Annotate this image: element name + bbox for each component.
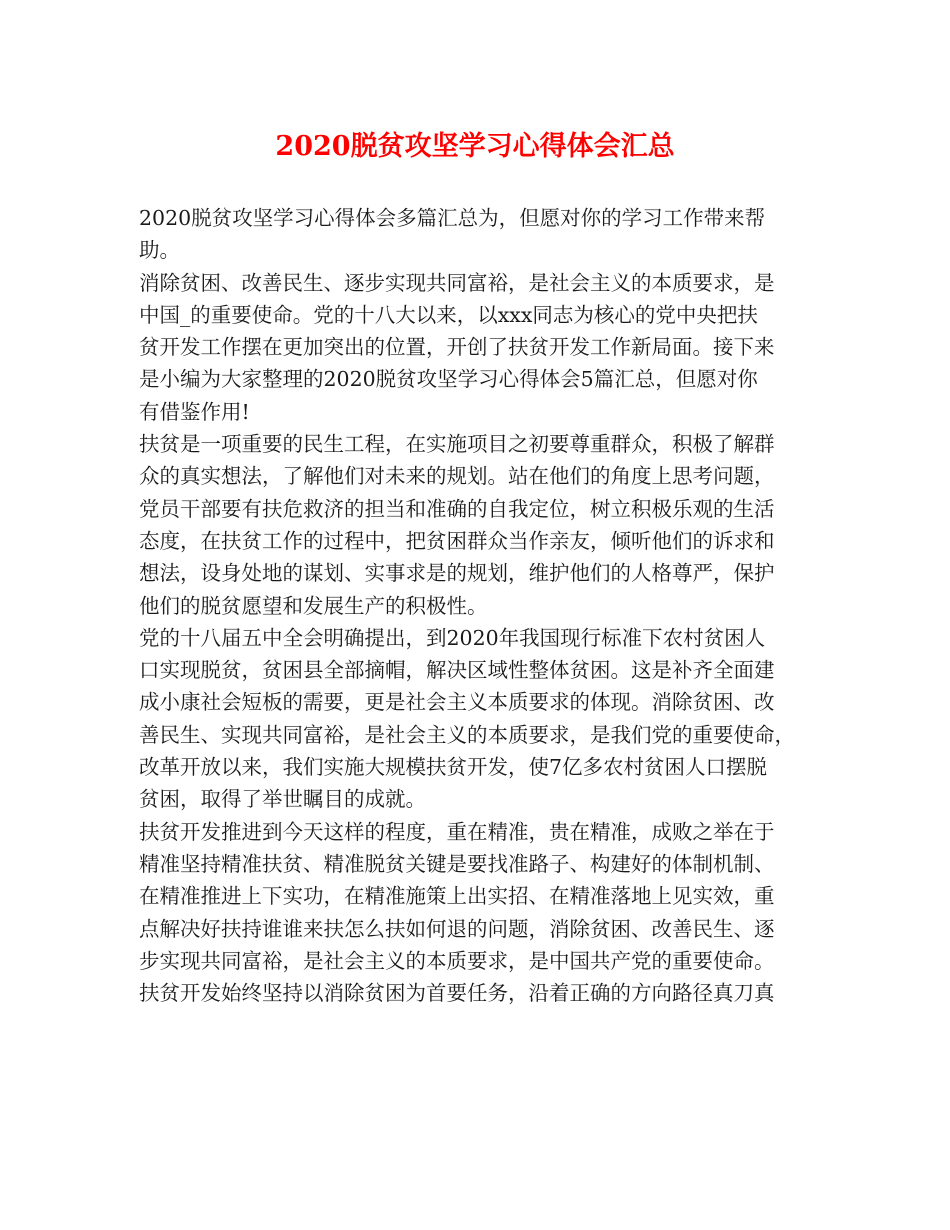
text-line: 想法，设身处地的谋划、实事求是的规划，维护他们的人格尊严，保护 bbox=[139, 561, 775, 586]
text-line: 扶贫开发始终坚持以消除贫困为首要任务，沿着正确的方向路径真刀真 bbox=[139, 981, 775, 1006]
text-line: 扶贫是一项重要的民生工程，在实施项目之初要尊重群众，积极了解群 bbox=[139, 432, 775, 457]
text-line: 步实现共同富裕，是社会主义的本质要求，是中国共产党的重要使命。 bbox=[139, 948, 775, 973]
text-line: 口实现脱贫，贫困县全部摘帽，解决区域性整体贫困。这是补齐全面建 bbox=[139, 658, 775, 683]
text-line: 在精准推进上下实功，在精准施策上出实招、在精准落地上见实效，重 bbox=[139, 884, 775, 909]
text-line: 点解决好扶持谁谁来扶怎么扶如何退的问题，消除贫困、改善民生、逐 bbox=[139, 916, 775, 941]
text-line: 消除贫困、改善民生、逐步实现共同富裕，是社会主义的本质要求，是 bbox=[139, 270, 775, 295]
text-line: 有借鉴作用! bbox=[139, 399, 250, 424]
text-line: 善民生、实现共同富裕，是社会主义的本质要求，是我们党的重要使命， bbox=[139, 722, 795, 747]
text-line: 2020脱贫攻坚学习心得体会多篇汇总为，但愿对你的学习工作带来帮 bbox=[139, 206, 766, 230]
text-line: 他们的脱贫愿望和发展生产的积极性。 bbox=[139, 593, 488, 618]
text-line: 精准坚持精准扶贫、精准脱贫关键是要找准路子、构建好的体制机制、 bbox=[139, 851, 775, 876]
text-line: 态度，在扶贫工作的过程中，把贫困群众当作亲友，倾听他们的诉求和 bbox=[139, 528, 775, 553]
text-line: 是小编为大家整理的2020脱贫攻坚学习心得体会5篇汇总，但愿对你 bbox=[139, 367, 758, 392]
text-line: 党员干部要有扶危救济的担当和准确的自我定位，树立积极乐观的生活 bbox=[139, 496, 775, 521]
document-body bbox=[139, 202, 829, 1009]
text-line: 成小康社会短板的需要，更是社会主义本质要求的体现。消除贫困、改 bbox=[139, 690, 775, 715]
document-title: 2020脱贫攻坚学习心得体会汇总 bbox=[275, 131, 675, 162]
text-line: 众的真实想法，了解他们对未来的规划。站在他们的角度上思考问题， bbox=[139, 464, 775, 489]
text-line: 改革开放以来，我们实施大规模扶贫开发，使7亿多农村贫困人口摆脱 bbox=[139, 755, 768, 780]
text-line: 扶贫开发推进到今天这样的程度，重在精准，贵在精准，成败之举在于 bbox=[139, 819, 775, 844]
text-line: 党的十八届五中全会明确提出，到2020年我国现行标准下农村贫困人 bbox=[139, 625, 766, 650]
text-line: 助。 bbox=[139, 238, 180, 263]
text-line: 中国_的重要使命。党的十八大以来，以xxx同志为核心的党中央把扶 bbox=[139, 302, 758, 327]
text-line: 贫困，取得了举世瞩目的成就。 bbox=[139, 787, 426, 812]
text-line: 贫开发工作摆在更加突出的位置，开创了扶贫开发工作新局面。接下来 bbox=[139, 335, 775, 360]
